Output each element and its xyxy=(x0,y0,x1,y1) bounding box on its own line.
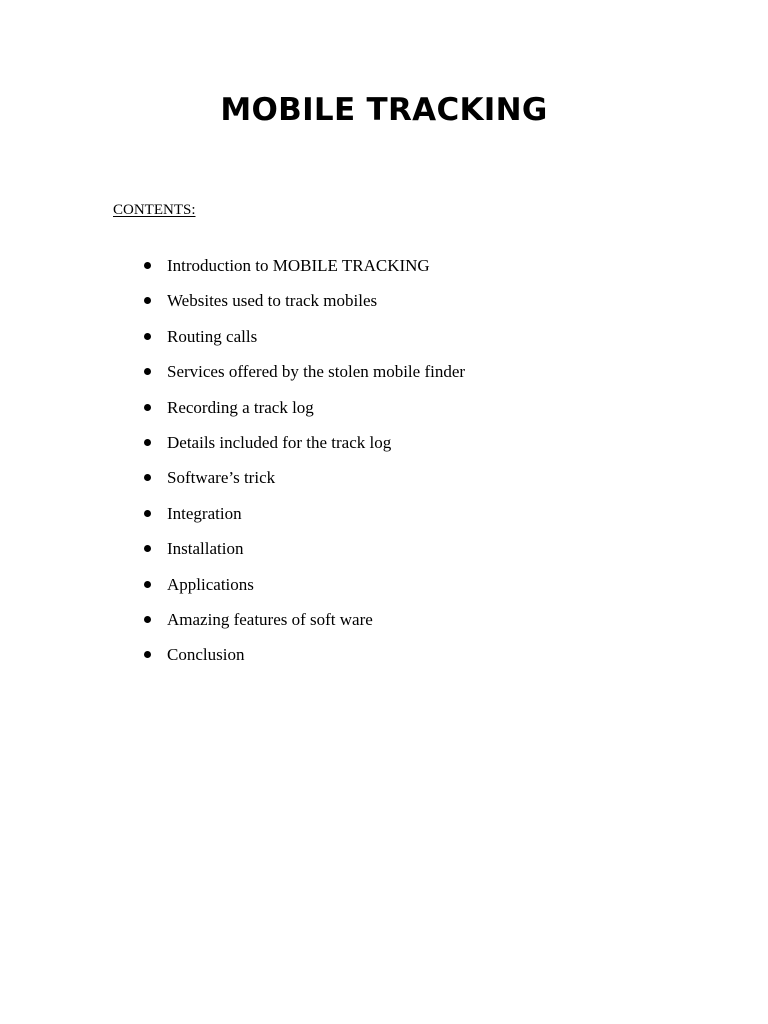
toc-item-label: Recording a track log xyxy=(167,397,314,417)
toc-item-label: Software’s trick xyxy=(167,468,276,488)
bullet-icon xyxy=(144,545,151,552)
bullet-icon xyxy=(144,616,151,623)
toc-item xyxy=(0,325,768,360)
bullet-icon xyxy=(144,510,151,517)
toc-item xyxy=(0,254,768,289)
bullet-icon xyxy=(144,474,151,481)
toc-item-label: Services offered by the stolen mobile finder xyxy=(167,362,466,382)
toc-item xyxy=(0,643,768,678)
toc-item xyxy=(0,289,768,324)
document-title: MOBILE TRACKING xyxy=(220,92,548,128)
bullet-icon xyxy=(144,333,151,340)
contents-heading: CONTENTS: xyxy=(113,202,196,218)
toc-item-label: Installation xyxy=(167,539,244,559)
toc-item-label: Applications xyxy=(167,574,254,594)
toc-item-label: Routing calls xyxy=(167,326,258,346)
table-of-contents xyxy=(0,254,768,679)
toc-item xyxy=(0,502,768,537)
bullet-icon xyxy=(144,581,151,588)
bullet-icon xyxy=(144,404,151,411)
toc-item xyxy=(0,360,768,395)
toc-item xyxy=(0,537,768,572)
bullet-icon xyxy=(144,262,151,269)
toc-item-label: Websites used to track mobiles xyxy=(167,291,378,311)
toc-item xyxy=(0,466,768,501)
bullet-icon xyxy=(144,368,151,375)
toc-item xyxy=(0,573,768,608)
toc-item xyxy=(0,396,768,431)
toc-item-label: Integration xyxy=(167,503,242,523)
toc-item xyxy=(0,608,768,643)
bullet-icon xyxy=(144,651,151,658)
toc-item-label: Details included for the track log xyxy=(167,432,392,452)
bullet-icon xyxy=(144,297,151,304)
toc-item-label: Amazing features of soft ware xyxy=(167,609,373,629)
toc-item-label: Conclusion xyxy=(167,645,245,665)
toc-item xyxy=(0,431,768,466)
toc-item-label: Introduction to MOBILE TRACKING xyxy=(167,256,430,275)
bullet-icon xyxy=(144,439,151,446)
